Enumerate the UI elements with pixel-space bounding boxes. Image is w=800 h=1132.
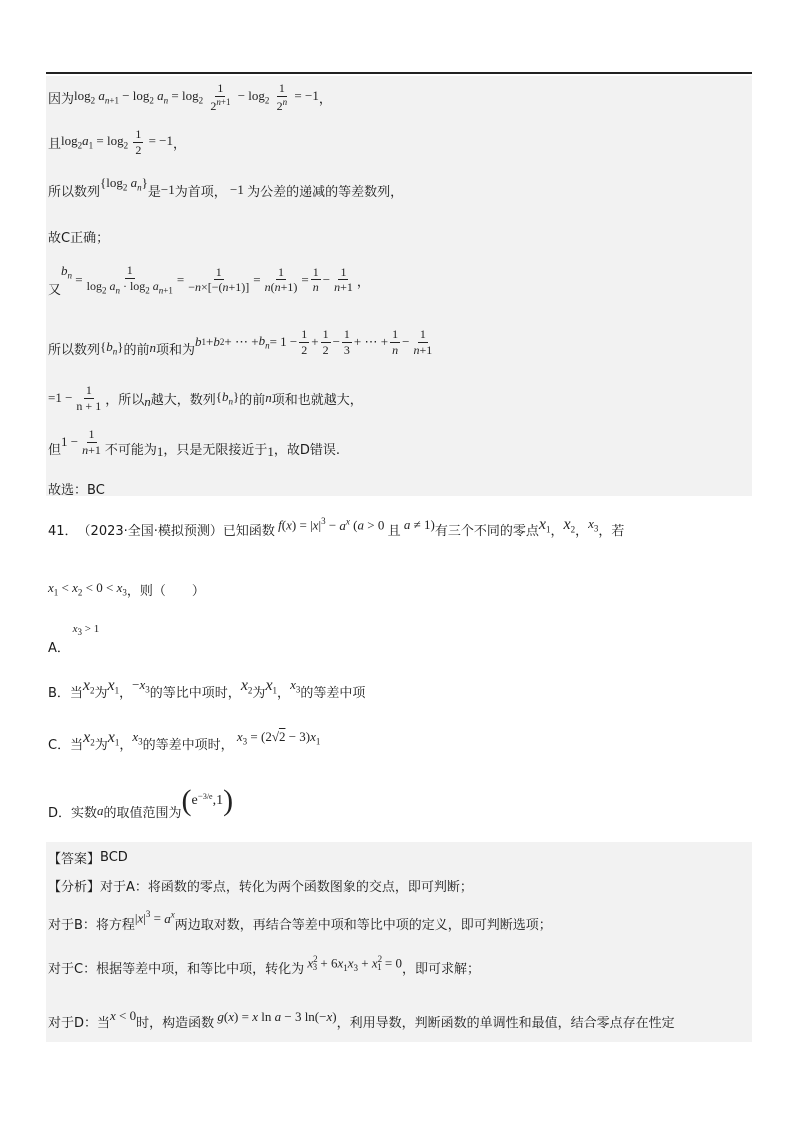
solution-line-5: 又 $b_n$ = $\frac{1}{\log_2 a_n \cdot \log_2 a_{n+1}}$ = $\frac{1}{-n\times[-(n+1)]}$ = $\frac{1}{n(n+1)}$ = $\frac{1}{n}$ − $\frac{1}{n+1}$ ， xyxy=(48,263,370,298)
formula-range: $(e^{-3/e},1)$ xyxy=(181,784,234,817)
formula-one-minus: =1 − $\frac{1}{n + 1}$ xyxy=(48,382,102,413)
formula-fx: $f(x) = |x|^3 - a^x$ (a > 0 xyxy=(278,516,388,533)
analysis-d: 对于D：当 x < 0 时，构造函数 g(x) = x ln a − 3 ln(−x) ，利用导数，判断函数的单调性和最值，结合零点存在性定 xyxy=(48,1008,675,1031)
formula-log-a1: $\log_2a_1 = \log_2$ $\frac{1}{2}$ = −1 xyxy=(61,126,174,157)
solution-line-7: =1 − $\frac{1}{n + 1}$ ，所以 n 越大，数列 $\{b_n\}$ 的前 n 项和也就越大， xyxy=(48,382,363,413)
formula-gx: g(x) = x ln a − 3 ln(−x) xyxy=(217,1009,337,1024)
formula-sum: b 1 + b 2 + ⋯ + $b_n$ = 1 − $\frac{1}{2}$ + $\frac{1}{2}$ − $\frac{1}{3}$ + ⋯ + $\frac{1}{n}$ − $\frac{1}{n+1}$ xyxy=(195,326,433,357)
formula-x3: $x_3 = (2√2 - 3)x_1$ xyxy=(236,729,321,747)
formula-seq-log: {$\log_2$ $a_n$} xyxy=(100,175,148,193)
top-rule xyxy=(46,72,752,74)
option-a[interactable]: A． $x_3 > 1$ xyxy=(48,622,100,656)
formula-log-difference: $\log_2 a_{n+1} - \log_2 a_n = \log_2$ $\frac{1}{2^{n+1}}$ − $\log_2$ $\frac{1}{2^n}$ = −1 xyxy=(74,80,319,113)
analysis-b: 对于B：将方程 $|x|^3 = a^x$ 两边取对数，再结合等差中项和等比中项的定义，即可判断选项； xyxy=(48,909,552,933)
formula-order: $x_1 < x_2 < 0 < x_3$ xyxy=(48,580,127,598)
option-b[interactable]: B．当 $x_2$ 为 $x_1$ ， $-x_3$ 的等比中项时， $x_2$ 为 $x_1$ ， $x_3$ 的等差中项 xyxy=(48,676,366,701)
solution-line-8: 但 1 − $\frac{1}{n+1}$ 不可能为 1 ，只是无限接近于 1 ，故D错误. xyxy=(48,426,341,459)
analysis-c: 对于C：根据等差中项，和等比中项，转化为 $x^2_3 + 6x_1x_3 + x^2_1 = 0$ ，即可求解； xyxy=(48,953,480,977)
solution-line-4: 故C正确； xyxy=(48,230,110,246)
question-41-stem: 41． （2023·全国·模拟预测）已知函数 $f(x) = |x|^3 - a^x$ (a > 0 且 a ≠ 1) 有三个不同的零点 $x_1$ ， $x_2$ ， $x_3$ ，若 xyxy=(48,515,625,539)
solution-line-2: 且 $\log_2a_1 = \log_2$ $\frac{1}{2}$ = −1 ， xyxy=(48,126,187,157)
solution-line-3: 所以数列 {$\log_2$ $a_n$} 是 −1 为首项， −1 为公差的递减的等差数列， xyxy=(48,175,404,200)
question-41-condition: $x_1 < x_2 < 0 < x_3$ ，则（ ） xyxy=(48,580,205,599)
option-d[interactable]: D．实数 a 的取值范围为 $(e^{-3/e},1)$ xyxy=(48,784,234,821)
formula-bn: $b_n$ = $\frac{1}{\log_2 a_n \cdot \log_2 a_{n+1}}$ = $\frac{1}{-n\times[-(n+1)]}$ = $\frac{1}{n(n+1)}$ = $\frac{1}{n}$ − $\frac{1}{n+1}$ xyxy=(61,263,353,296)
answer-line: 【答案】 BCD xyxy=(48,849,128,867)
solution-line-9: 故选：BC xyxy=(48,482,105,498)
analysis-a: 【分析】 对于A：将函数的零点，转化为两个函数图象的交点，即可判断； xyxy=(48,879,473,895)
option-c[interactable]: C．当 $x_2$ 为 $x_1$ ， $x_3$ 的等差中项时， $x_3 = (2√2 - 3)x_1$ xyxy=(48,728,321,753)
solution-line-6: 所以数列 $\{b_n\}$ 的前 n 项和为 b 1 + b 2 + ⋯ + $b_n$ = 1 − $\frac{1}{2}$ + $\frac{1}{2}$ − $\frac{1}{3}$ + ⋯ + $\frac{1}{n}$ − $\frac{1}{n+1}$ xyxy=(48,328,436,368)
solution-line-1: 因为 $\log_2 a_{n+1} - \log_2 a_n = \log_2$ $\frac{1}{2^{n+1}}$ − $\log_2$ $\frac{1}{2^n}$ = −1 ， xyxy=(48,80,332,113)
